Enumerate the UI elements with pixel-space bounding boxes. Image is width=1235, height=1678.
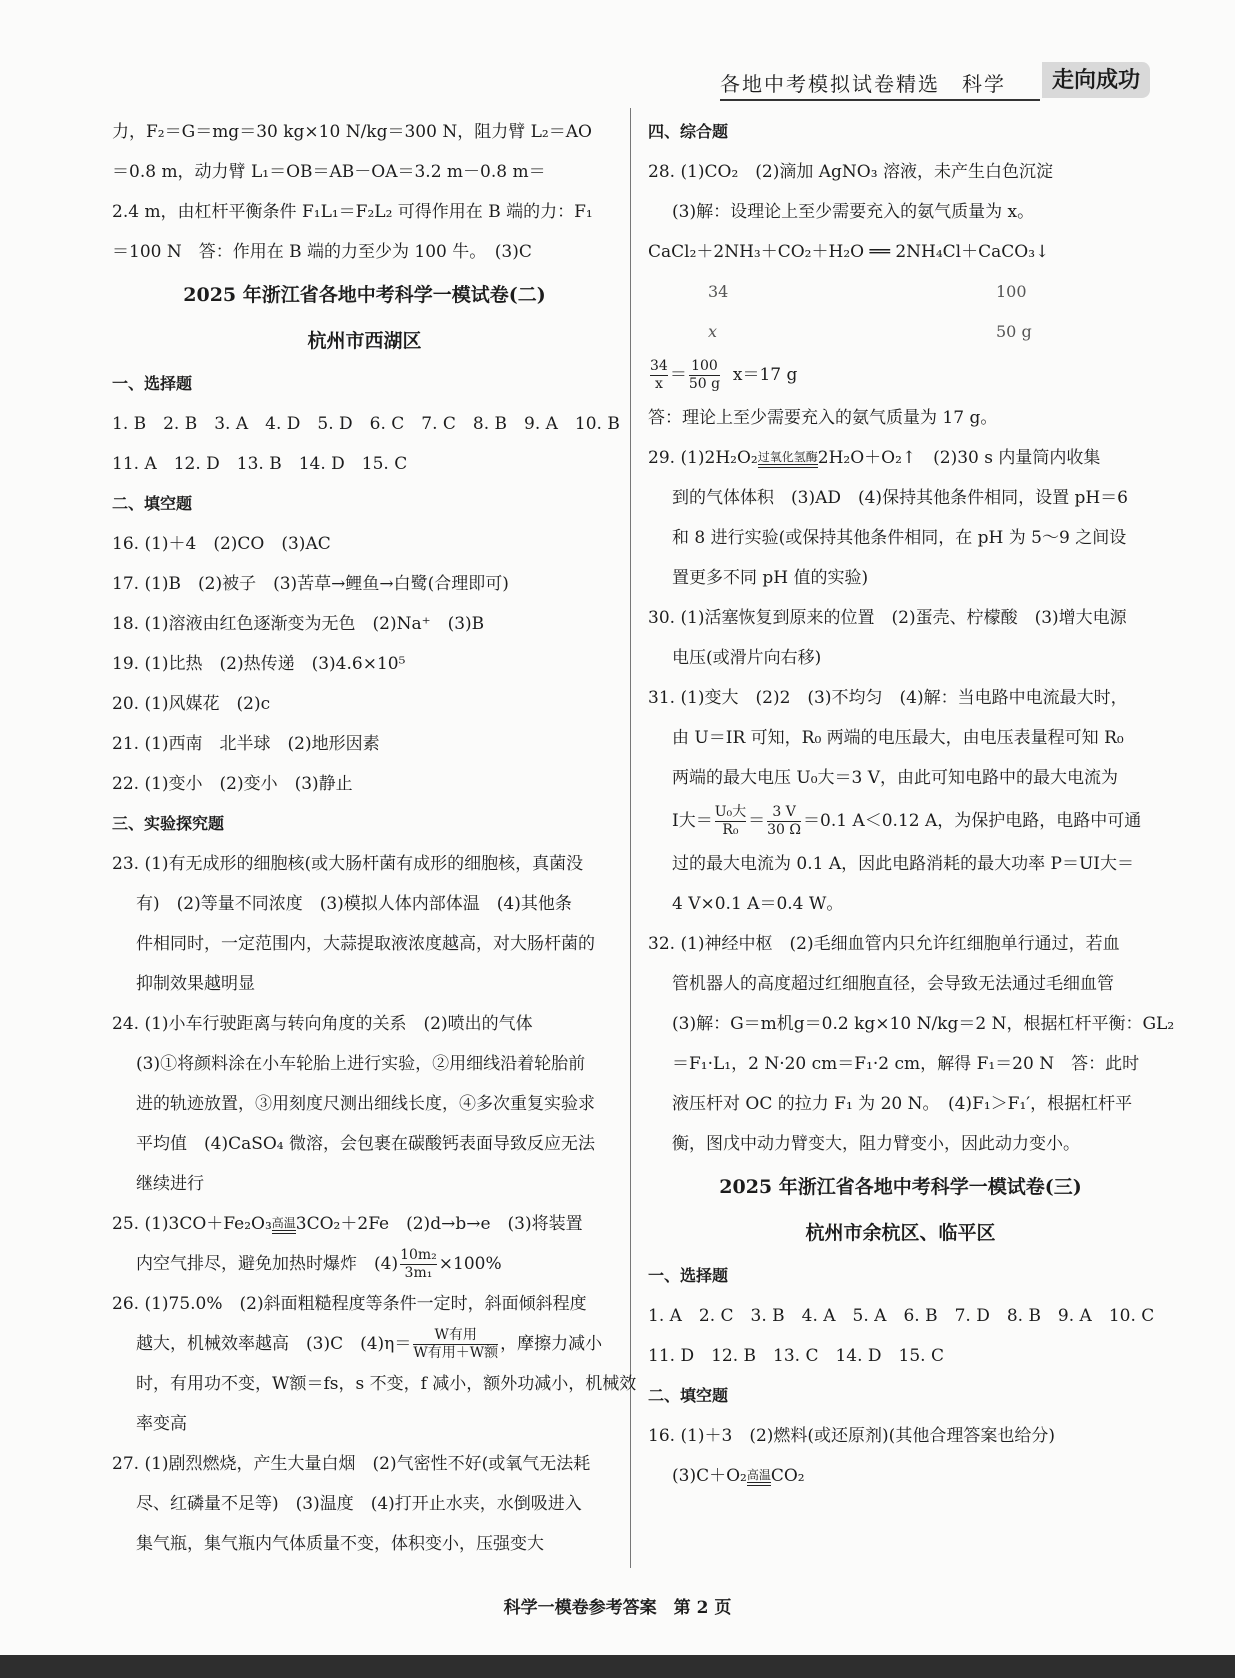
- numerator: 34: [650, 358, 668, 374]
- condition-label: 高温: [746, 1467, 771, 1482]
- answer-line: 集气瓶，集气瓶内气体质量不变，体积变小，压强变大: [136, 1534, 544, 1554]
- choice-answers: 11. A 12. D 13. B 14. D 15. C: [112, 454, 408, 474]
- numerator: U₀大: [714, 804, 747, 820]
- q16-text: CO₂: [770, 1466, 805, 1486]
- answer-line: 有) (2)等量不同浓度 (3)模拟人体内部体温 (4)其他条: [136, 894, 572, 914]
- denominator: R₀: [722, 822, 739, 838]
- result: x＝17 g: [732, 365, 798, 385]
- answer-line: (3)①将颜料涂在小车轮胎上进行实验，②用细线沿着轮胎前: [136, 1054, 586, 1074]
- reaction-condition: [758, 450, 818, 468]
- q31-text: ＝0.1 A＜0.12 A，为保护电路，电路中可通: [803, 811, 1142, 831]
- q31-text: I大＝: [672, 811, 713, 831]
- q25-text: 内空气排尽，避免加热时爆炸 (4): [136, 1254, 399, 1274]
- condition-label: 过氧化氢酶: [757, 449, 818, 464]
- answer-line: (3)解：设理论上至少需要充入的氨气质量为 x。: [672, 202, 1035, 222]
- text-line: 2.4 m，由杠杆平衡条件 F₁L₁＝F₂L₂ 可得作用在 B 端的力：F₁: [112, 202, 593, 222]
- answer-line: 过的最大电流为 0.1 A，因此电路消耗的最大功率 P＝UI大＝: [672, 854, 1135, 874]
- equals-arrow: [272, 1230, 296, 1234]
- paper-title: 2025 年浙江省各地中考科学一模试卷(二): [183, 284, 546, 306]
- answer-line: 置更多不同 pH 值的实验): [672, 568, 869, 588]
- equals-arrow: [758, 464, 818, 468]
- answer-line: 电压(或滑片向右移): [672, 648, 822, 668]
- scan-edge: [0, 1655, 1235, 1678]
- answer-line: [112, 1204, 617, 1244]
- answer-line: 尽、红磷量不足等) (3)温度 (4)打开止水夹，水倒吸进入: [136, 1494, 582, 1514]
- answer-line: 24. (1)小车行驶距离与转向角度的关系 (2)喷出的气体: [112, 1014, 533, 1034]
- answer-line: 21. (1)西南 北半球 (2)地形因素: [112, 734, 380, 754]
- answer-line: 继续进行: [136, 1174, 204, 1194]
- answer-line: 30. (1)活塞恢复到原来的位置 (2)蛋壳、柠檬酸 (3)增大电源: [648, 608, 1127, 628]
- chemical-equation: CaCl₂＋2NH₃＋CO₂＋H₂O ══ 2NH₄Cl＋CaCO₃↓: [648, 242, 1050, 262]
- answer-line: 16. (1)＋4 (2)CO (3)AC: [112, 534, 331, 554]
- fraction: [400, 1247, 437, 1282]
- numerator: 10m₂: [400, 1247, 437, 1263]
- answer-line: 时，有用功不变，W额＝fs，s 不变，f 减小，额外功减小，机械效: [136, 1374, 637, 1394]
- mass-row: [648, 272, 1153, 312]
- answer-line: 和 8 进行实验(或保持其他条件相同，在 pH 为 5～9 之间设: [672, 528, 1127, 548]
- fraction: [689, 358, 720, 393]
- page-header: [720, 62, 1150, 102]
- section-heading: 三、实验探究题: [112, 814, 225, 833]
- answer-line: 到的气体体积 (3)AD (4)保持其他条件相同，设置 pH＝6: [672, 488, 1128, 508]
- answer-line: 液压杆对 OC 的拉力 F₁ 为 20 N。 (4)F₁＞F₁′，根据杠杆平: [672, 1094, 1133, 1114]
- variable-value: 50 g: [996, 322, 1032, 341]
- q25-text: 25. (1)3CO＋Fe₂O₃: [112, 1214, 272, 1234]
- reaction-condition: [747, 1468, 771, 1486]
- answer-line: 32. (1)神经中枢 (2)毛细血管内只允许红细胞单行通过，若血: [648, 934, 1120, 954]
- answer-line: 27. (1)剧烈燃烧，产生大量白烟 (2)气密性不好(或氧气无法耗: [112, 1454, 591, 1474]
- numerator: 3 V: [767, 804, 801, 822]
- numerator: 100: [689, 358, 720, 376]
- answer-line: [112, 1244, 617, 1284]
- section-heading: 一、选择题: [112, 374, 193, 393]
- text-line: ＝100 N 答：作用在 B 端的力至少为 100 牛。 (3)C: [112, 242, 532, 262]
- mass-value: 34: [708, 282, 729, 301]
- q29-text: 29. (1)2H₂O₂: [648, 448, 758, 468]
- answer-line: [112, 1324, 617, 1364]
- denominator: W有用＋W额: [413, 1345, 499, 1361]
- paper-subtitle: 杭州市西湖区: [307, 330, 422, 352]
- fraction: [767, 804, 801, 839]
- choice-answers: 1. A 2. C 3. B 4. A 5. A 6. B 7. D 8. B 9. A 10. C: [648, 1306, 1155, 1326]
- section-heading: 二、填空题: [648, 1386, 729, 1405]
- answer-line: I大＝ $\frac{\text{U₀大}}{\text{R₀}}$ ＝ $\frac{3 V}{30 \Omega}$ ＝0.1 A＜0.12 A，为保护电路，电路中可通: [672, 804, 1142, 838]
- section-heading: 二、填空题: [112, 494, 193, 513]
- q25-text: 3CO₂＋2Fe (2)d→b→e (3)将装置: [295, 1214, 583, 1234]
- answer-line: ＝F₁·L₁，2 N·20 cm＝F₁·2 cm，解得 F₁＝20 N 答：此时: [672, 1054, 1140, 1074]
- answer-line: 进的轨迹放置，③用刻度尺测出细线长度，④多次重复实验求: [136, 1094, 595, 1114]
- answer-line: 31. (1)变大 (2)2 (3)不均匀 (4)解：当电路中电流最大时，: [648, 688, 1128, 708]
- answer-line: 抑制效果越明显: [136, 974, 255, 994]
- fraction: [413, 1327, 498, 1362]
- answer-line: 平均值 (4)CaSO₄ 微溶，会包裹在碳酸钙表面导致反应无法: [136, 1134, 596, 1154]
- column-divider: [630, 108, 631, 1568]
- denominator: 30 Ω: [767, 822, 802, 838]
- paper-subtitle: 杭州市余杭区、临平区: [805, 1222, 996, 1244]
- answer-line: 答：理论上至少需要充入的氨气质量为 17 g。: [648, 408, 998, 428]
- answer-line: 管机器人的高度超过红细胞直径，会导致无法通过毛细血管: [672, 974, 1114, 994]
- answer-line: 16. (1)＋3 (2)燃料(或还原剂)(其他合理答案也给分): [648, 1426, 1055, 1446]
- condition-label: 高温: [271, 1215, 296, 1230]
- q16-text: (3)C＋O₂: [672, 1466, 747, 1486]
- proportion-line: $\frac{34}{x}$ ＝ $\frac{100}{50 g}$ x＝17 g: [650, 358, 798, 392]
- header-rule: [720, 99, 1040, 101]
- variable-value: x: [708, 322, 718, 341]
- variable-row: [648, 312, 1153, 352]
- numerator: W有用: [413, 1327, 498, 1345]
- header-title: 各地中考模拟试卷精选 科学: [720, 72, 1006, 96]
- denominator: x: [654, 376, 663, 392]
- answer-line: 衡，图戊中动力臂变大，阻力臂变小，因此动力变小。: [672, 1134, 1080, 1154]
- answer-line: 23. (1)有无成形的细胞核(或大肠杆菌有成形的细胞核，真菌没: [112, 854, 584, 874]
- reaction-condition: [272, 1216, 296, 1234]
- fraction: [650, 358, 668, 393]
- answer-line: 率变高: [136, 1414, 187, 1434]
- left-column: [112, 112, 637, 1564]
- mass-value: 100: [996, 282, 1027, 301]
- denominator: 50 g: [688, 376, 721, 392]
- q26-text: ，摩擦力减小: [500, 1334, 603, 1354]
- answer-line: 20. (1)风媒花 (2)c: [112, 694, 271, 714]
- answer-line: 两端的最大电压 U₀大＝3 V，由此可知电路中的最大电流为: [672, 768, 1119, 788]
- text-line: 力，F₂＝G＝mg＝30 kg×10 N/kg＝300 N，阻力臂 L₂＝AO: [112, 122, 592, 142]
- paper-title: 2025 年浙江省各地中考科学一模试卷(三): [719, 1176, 1082, 1198]
- answer-line: 22. (1)变小 (2)变小 (3)静止: [112, 774, 353, 794]
- text-line: ＝0.8 m，动力臂 L₁＝OB＝AB－OA＝3.2 m－0.8 m＝: [112, 162, 546, 182]
- answer-line: 19. (1)比热 (2)热传递 (3)4.6×10⁵: [112, 654, 406, 674]
- page-footer: 科学一模卷参考答案 第 2 页: [503, 1598, 732, 1618]
- choice-answers: 1. B 2. B 3. A 4. D 5. D 6. C 7. C 8. B 9. A 10. B: [112, 414, 620, 434]
- answer-line: [648, 1456, 1153, 1496]
- section-heading: 四、综合题: [648, 122, 729, 141]
- equals-arrow: [747, 1482, 771, 1486]
- q29-text: 2H₂O＋O₂↑ (2)30 s 内量筒内收集: [817, 448, 1101, 468]
- answer-line: 28. (1)CO₂ (2)滴加 AgNO₃ 溶液，未产生白色沉淀: [648, 162, 1053, 182]
- right-column: [648, 112, 1175, 1496]
- answer-line: 26. (1)75.0% (2)斜面粗糙程度等条件一定时，斜面倾斜程度: [112, 1294, 587, 1314]
- answer-line: 由 U＝IR 可知，R₀ 两端的电压最大，由电压表量程可知 R₀: [672, 728, 1124, 748]
- q25-text: ×100%: [438, 1254, 502, 1274]
- answer-line: 18. (1)溶液由红色逐渐变为无色 (2)Na⁺ (3)B: [112, 614, 485, 634]
- answer-line: 件相同时，一定范围内，大蒜提取液浓度越高，对大肠杆菌的: [136, 934, 595, 954]
- brand-logo: 走向成功: [1042, 62, 1150, 98]
- q26-text: 越大，机械效率越高 (3)C (4)η＝: [136, 1334, 412, 1354]
- denominator: 3m₁: [404, 1265, 433, 1281]
- answer-line: 4 V×0.1 A＝0.4 W。: [672, 894, 844, 914]
- choice-answers: 11. D 12. B 13. C 14. D 15. C: [648, 1346, 944, 1366]
- answer-line: (3)解：G＝m机g＝0.2 kg×10 N/kg＝2 N，根据杠杆平衡：GL₂: [672, 1014, 1175, 1034]
- section-heading: 一、选择题: [648, 1266, 729, 1285]
- fraction: [715, 804, 746, 839]
- answer-line: [648, 438, 1153, 478]
- answer-line: 17. (1)B (2)被子 (3)苦草→鲤鱼→白鹭(合理即可): [112, 574, 509, 594]
